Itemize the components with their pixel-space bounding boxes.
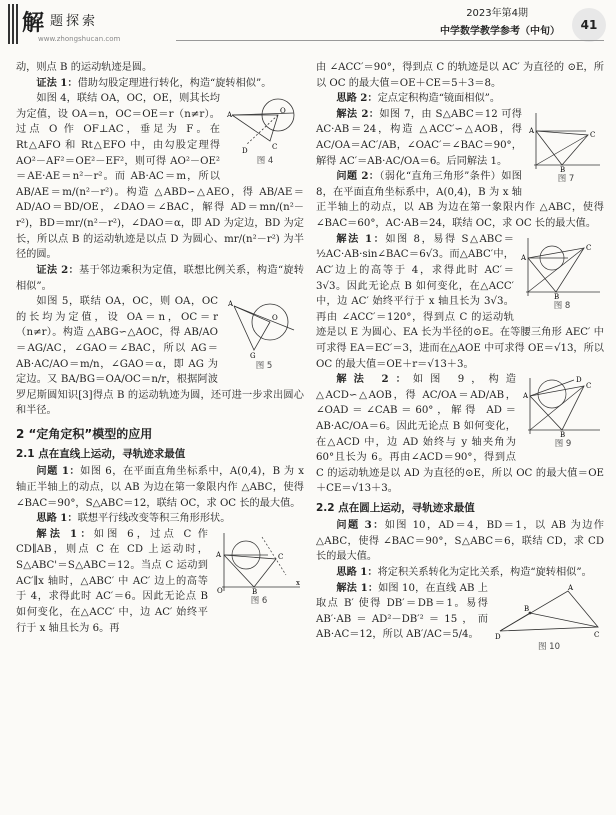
page-header: [0, 0, 616, 58]
paragraph: 如图 5，联结 OA，OC，则 OA，OC 的长均为定值，设 OA＝n，OC＝r（n≠r）。构造 △ABG∽△AOC，得 AB/AO＝AG/AC，∠GAO＝∠BAC，所以 AG＝AB·AC/AO＝m/n，∠GAO＝α，即 AG 为定边。又 BA/BG＝OA/OC＝n/r，根据阿波罗尼斯圆知识[3]得点 B 的运动轨迹为圆，还可进一步求出圆心和半径。: [16, 296, 304, 417]
svg-text:B: B: [524, 604, 530, 613]
subsection-heading: 2.1 点在直线上运动，寻轨迹求最值: [16, 448, 186, 461]
svg-text:C: C: [594, 630, 600, 639]
left-column: [16, 60, 304, 636]
svg-text:C: C: [586, 382, 592, 391]
section-heading: 2 “定角定积”模型的应用: [16, 427, 153, 442]
paragraph: [16, 76, 304, 92]
svg-text:A: A: [529, 126, 535, 135]
svg-text:B: B: [560, 165, 566, 173]
svg-text:O: O: [280, 107, 286, 116]
svg-text:D: D: [242, 147, 248, 156]
svg-text:A: A: [521, 253, 527, 262]
paragraph: 如图 4，联结 OA，OC，OE，则其长均为定值，设 OA＝n，OC＝OE＝r（n≠r）。过点 O 作 OF⊥AC，垂足为 F。在 Rt△AFO 和 Rt△EFO 中，由勾股定理得 AO²－AF²＝OE²－EF²，则可得 AO²－OE²＝AE·AE＝n²－r²。而 AB·AC＝m，所以 AB/AE＝m/(n²－r²)。构造 △ABD∽△AEO，得 AB/AE＝AD/AO＝BD/OE，∠DAO＝∠BAC，解得 AD＝mn/(n²－r²)，BD＝mr/(n²－r²)，∠DAO＝α，即 AD 为定边，BD 为定长，所以点 B 的运动轨迹是以点 D 为圆心、mr/(n²－r²) 为半径的圆。: [16, 93, 304, 261]
svg-text:C: C: [590, 130, 596, 139]
figure-9-caption: 图 9: [554, 439, 572, 450]
lead: 解法 2：: [336, 373, 413, 386]
figure-4-diagram: [226, 93, 304, 155]
paragraph-text: 如图 10，AD＝4，BD＝1，以 AB 为边作 △ABC，使得 ∠BAC＝90°，S△ABC＝6，联结 CD，求 CD 长的最大值。: [316, 520, 604, 563]
paragraph: [316, 565, 604, 581]
svg-text:A: A: [228, 300, 234, 309]
lead: 解法 1：: [336, 581, 379, 594]
lead: 思路 1：: [36, 512, 78, 525]
figure-5-diagram: [224, 296, 304, 360]
figure-7-diagram: [528, 109, 604, 173]
lead: 问题 2：: [336, 170, 380, 183]
figure-5: [224, 296, 304, 373]
svg-text:A: A: [523, 392, 529, 401]
journal-title: 中学数学教学参考（中旬）: [440, 26, 560, 37]
paragraph-text: 借助勾股定理进行转化，构造“旋转相似”。: [77, 77, 272, 89]
paragraph: [316, 518, 604, 565]
lead: 解法 1：: [336, 232, 386, 245]
svg-text:C: C: [586, 243, 592, 252]
paragraph-text: 定点定积构造“镜面相似”。: [377, 93, 501, 105]
paragraph: 由 ∠ACC′＝90°，得到点 C 的轨迹是以 AC′ 为直径的 ⊙E，所以 OC 的最大值＝OE＋CE＝5＋3＝8。: [316, 62, 604, 89]
figure-7: [528, 109, 604, 186]
svg-text:O: O: [272, 314, 278, 323]
paragraph-text: 联想平行线改变等积三角形形状。: [77, 513, 231, 525]
journal-logo: [8, 4, 176, 48]
figure-8-diagram: [520, 234, 604, 300]
paragraph-text: 将定积关系转化为定比关系，构造“旋转相似”。: [377, 566, 592, 578]
paragraph-text: 基于邻边乘积为定值，联想比例关系，构造“旋转相似”。: [16, 264, 304, 292]
svg-text:D: D: [576, 376, 582, 385]
figure-8: [520, 234, 604, 313]
lead: 证法 1：: [36, 76, 78, 89]
lead: 证法 2：: [36, 263, 79, 276]
figure-7-caption: 图 7: [557, 173, 575, 184]
question-subtitle: （弱化“直角三角形”条件）: [379, 171, 502, 183]
svg-text:B: B: [252, 587, 258, 595]
figure-10: [494, 583, 604, 654]
issue-label: 2023年第4期: [466, 8, 528, 19]
header-rule: [176, 40, 604, 41]
paragraph-text: 如图 8，在平面直角坐标系中，A(0,4)，B 为 x 轴正半轴上的动点，以 AB 为边在第一象限内作 △ABC，使得 ∠BAC＝60°，AC·AB＝24，联结 OC，求 OC 长的最大值。: [316, 171, 604, 230]
figure-5-caption: 图 5: [255, 361, 273, 372]
figure-8-caption: 图 8: [553, 300, 571, 311]
paragraph-text: 如图 10，在直线 AB 上取点 B′ 使得 DB′＝DB＝1。易得 AB′·AB＝AD²－DB′²＝15，而 AB·AC＝12，所以 AB′/AC＝5/4。: [316, 582, 488, 641]
svg-text:B: B: [560, 431, 566, 439]
figure-10-caption: 图 10: [537, 641, 561, 652]
paragraph-text: 如图 6，过点 C 作 CD∥AB，则点 C 在 CD 上运动时，S△ABC'＝S△ABC＝12。当点 C 运动到 AC′∥x 轴时，△ABC′ 中 AC′ 边上的高等于 4，求得此时 AC′＝6。因此无论点 B 如何变化，在△ACC′ 中，边 AC′ 始终平行于 x 轴且长为 6。再: [16, 528, 208, 634]
paragraph: [316, 91, 604, 107]
paragraph-text: 如图 7，由 S△ABC＝12 可得 AC·AB＝24，构造 △ACC′∽△AOB，得 AC/OA＝AC′/AB，∠OAC′＝∠BAC＝90°，解得 AC′＝AB·AC/OA＝6。后同解法 1。: [316, 108, 522, 167]
lead: 思路 2：: [336, 92, 378, 105]
paragraph-text: 如图 6，在平面直角坐标系中，A(0,4)，B 为 x 轴正半轴上的动点，以 AB 为边在第一象限内作 △ABC，使得 ∠BAC＝90°，S△ABC＝12，联结 OC，求 OC 长的最大值。: [16, 466, 304, 509]
lead: 思路 1：: [336, 565, 378, 578]
svg-text:C: C: [272, 143, 278, 152]
figure-9-diagram: [522, 374, 604, 438]
figure-6: [214, 529, 304, 608]
paragraph: [16, 464, 304, 511]
svg-text:O: O: [217, 586, 223, 595]
figure-4: [226, 93, 304, 168]
svg-text:G: G: [250, 352, 256, 361]
paragraph-text: 如图 9，构造 △ACD∽△AOB，得 AC/OA＝AD/AB，∠OAD＝∠CAB＝60°，解得 AD＝AB·AC/OA＝6。因此无论点 B 如何变化，在△ACD 中，边 AD 始终与 y 轴夹角为 60°且长为 6。再由∠ACD＝90°，得到点 C 的运动轨迹是以 AD 为直径的⊙E，所以 OC 的最大值＝OE＋CE＝√13＋3。: [316, 374, 604, 495]
figure-6-caption: 图 6: [250, 595, 268, 606]
svg-text:D: D: [495, 632, 501, 641]
svg-text:B: B: [554, 292, 560, 300]
figure-10-diagram: [494, 583, 604, 641]
lead: 解法 2：: [336, 107, 380, 120]
svg-text:A: A: [227, 111, 233, 120]
paragraph: [16, 263, 304, 294]
right-column: [316, 60, 604, 656]
svg-text:A: A: [568, 583, 574, 592]
logo-stripe: [8, 4, 20, 44]
svg-text:C: C: [278, 552, 284, 561]
paragraph-text: 如图 8，易得 S△ABC＝½AC·AB·sin∠BAC＝6√3。而△ABC′中，AC′边上的高等于 4，求得此时 AC′＝3√3。因此无论点 B 如何变化，在△ACC′ 中，边 AC′ 始终平行于 x 轴且长为 3√3。再由 ∠ACC′＝120°，得到点 C 的运动轨迹是以 E 为圆心、EA 长为半径的⊙E。在等腰三角形 AEC′ 中可求得 EA＝EC′＝3，进而在△AOE 中可求得 OE＝√13，所以 OC 的最大值＝OE＋r＝√13＋3。: [316, 233, 604, 370]
page-number: 41: [572, 8, 606, 42]
logo-rest: 题探索: [50, 14, 99, 29]
lead: 问题 1：: [36, 465, 81, 478]
logo-main-char: 解: [22, 10, 45, 36]
figure-4-caption: 图 4: [256, 156, 274, 167]
svg-text:A: A: [216, 550, 222, 559]
lead: 问题 3：: [336, 519, 385, 532]
figure-6-diagram: [214, 529, 304, 595]
logo-url: www.zhongshucan.com: [38, 35, 121, 43]
paragraph: 动，则点 B 的运动轨迹是圆。: [16, 62, 153, 73]
figure-9: [522, 374, 604, 451]
paragraph: [16, 511, 304, 527]
subsection-heading: 2.2 点在圆上运动，寻轨迹求最值: [316, 502, 475, 515]
svg-text:x: x: [296, 578, 300, 587]
lead: 解法 1：: [36, 527, 94, 540]
